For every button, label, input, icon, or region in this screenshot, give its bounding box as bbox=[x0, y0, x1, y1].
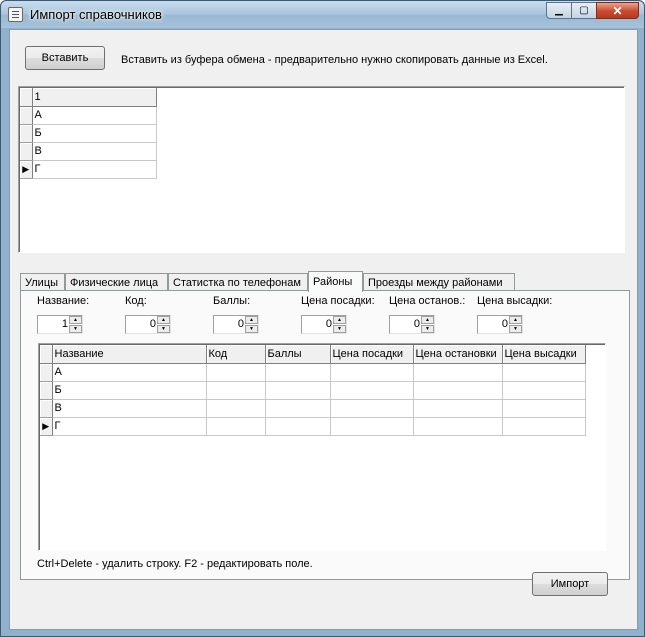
spin-up-icon[interactable]: ▲ bbox=[333, 316, 346, 324]
name-label: Название: bbox=[37, 295, 90, 307]
clipboard-table bbox=[20, 88, 157, 179]
table-row[interactable] bbox=[20, 160, 156, 178]
caption-buttons bbox=[547, 2, 639, 19]
spin-up-icon[interactable]: ▲ bbox=[157, 316, 170, 324]
table-cell[interactable] bbox=[330, 399, 413, 417]
column-header-dropoff-price[interactable]: Цена высадки bbox=[502, 345, 585, 363]
close-button[interactable]: ✕ bbox=[596, 2, 639, 19]
spin-up-icon[interactable]: ▲ bbox=[69, 316, 82, 324]
spin-down-icon[interactable]: ▼ bbox=[421, 325, 434, 333]
spinner-value: 0 bbox=[149, 318, 156, 330]
spin-down-icon[interactable]: ▼ bbox=[509, 325, 522, 333]
table-cell[interactable] bbox=[206, 417, 265, 435]
table-cell[interactable] bbox=[413, 417, 502, 435]
table-cell[interactable] bbox=[502, 363, 585, 381]
tab-phone-stats[interactable]: Статистка по телефонам bbox=[168, 273, 308, 291]
minimize-button[interactable]: ▁ bbox=[546, 2, 572, 19]
table-cell[interactable]: В bbox=[52, 399, 206, 417]
table-cell[interactable] bbox=[413, 381, 502, 399]
clipboard-cell[interactable]: Б bbox=[32, 124, 156, 142]
import-button[interactable]: Импорт bbox=[532, 572, 608, 596]
paste-button[interactable]: Вставить bbox=[25, 46, 105, 70]
boarding-price-column-spinner[interactable] bbox=[301, 315, 347, 334]
clipboard-header-row bbox=[20, 88, 156, 106]
corner-cell bbox=[20, 88, 32, 106]
column-header-points[interactable]: Баллы bbox=[265, 345, 330, 363]
districts-header-row bbox=[40, 345, 585, 363]
table-cell[interactable] bbox=[265, 381, 330, 399]
stop-price-column-spinner[interactable] bbox=[389, 315, 435, 334]
spin-down-icon[interactable]: ▼ bbox=[69, 325, 82, 333]
corner-cell bbox=[40, 345, 52, 363]
table-row[interactable] bbox=[40, 381, 585, 399]
table-cell[interactable] bbox=[206, 363, 265, 381]
table-row[interactable] bbox=[20, 124, 156, 142]
spin-up-icon[interactable]: ▲ bbox=[509, 316, 522, 324]
tab-streets[interactable]: Улицы bbox=[20, 273, 65, 291]
row-indicator[interactable] bbox=[20, 106, 32, 124]
tab-districts[interactable]: Районы bbox=[308, 271, 363, 292]
row-indicator[interactable] bbox=[20, 124, 32, 142]
column-header-boarding-price[interactable]: Цена посадки bbox=[330, 345, 413, 363]
paste-hint: Вставить из буфера обмена - предварительно нужно скопировать данные из Excel. bbox=[121, 54, 548, 66]
table-row[interactable] bbox=[40, 363, 585, 381]
points-column-spinner[interactable] bbox=[213, 315, 259, 334]
table-cell[interactable] bbox=[502, 417, 585, 435]
table-cell[interactable] bbox=[502, 399, 585, 417]
table-cell[interactable] bbox=[413, 363, 502, 381]
spinner-value: 1 bbox=[61, 318, 68, 330]
table-cell[interactable] bbox=[330, 381, 413, 399]
title-bar[interactable] bbox=[1, 1, 644, 28]
stop-price-label: Цена останов.: bbox=[389, 295, 466, 307]
table-cell[interactable] bbox=[330, 363, 413, 381]
table-cell[interactable] bbox=[265, 363, 330, 381]
spinner-arrows bbox=[421, 316, 434, 333]
code-label: Код: bbox=[125, 295, 147, 307]
name-column-spinner[interactable] bbox=[37, 315, 83, 334]
boarding-price-label: Цена посадки: bbox=[301, 295, 375, 307]
tab-persons[interactable]: Физические лица bbox=[65, 273, 168, 291]
clipboard-cell[interactable]: Г bbox=[32, 160, 156, 178]
current-row-indicator[interactable]: ▶ bbox=[20, 160, 32, 178]
keyboard-hint: Ctrl+Delete - удалить строку. F2 - редактировать поле. bbox=[37, 558, 313, 570]
row-indicator[interactable] bbox=[40, 363, 52, 381]
spinner-value: 0 bbox=[237, 318, 244, 330]
row-indicator[interactable] bbox=[20, 142, 32, 160]
row-indicator[interactable] bbox=[40, 381, 52, 399]
column-header-code[interactable]: Код bbox=[206, 345, 265, 363]
table-cell[interactable]: Г bbox=[52, 417, 206, 435]
code-column-spinner[interactable] bbox=[125, 315, 171, 334]
current-row-indicator[interactable]: ▶ bbox=[40, 417, 52, 435]
spinner-value: 0 bbox=[325, 318, 332, 330]
dropoff-price-column-spinner[interactable] bbox=[477, 315, 523, 334]
spin-down-icon[interactable]: ▼ bbox=[245, 325, 258, 333]
table-row[interactable] bbox=[20, 106, 156, 124]
maximize-button[interactable]: ▢ bbox=[571, 2, 597, 19]
table-cell[interactable] bbox=[206, 399, 265, 417]
spin-down-icon[interactable]: ▼ bbox=[333, 325, 346, 333]
table-cell[interactable]: А bbox=[52, 363, 206, 381]
table-cell[interactable] bbox=[265, 399, 330, 417]
table-row[interactable] bbox=[20, 142, 156, 160]
app-icon bbox=[8, 7, 23, 22]
client-area bbox=[9, 29, 638, 630]
table-cell[interactable]: Б bbox=[52, 381, 206, 399]
spinner-value: 0 bbox=[413, 318, 420, 330]
table-cell[interactable] bbox=[502, 381, 585, 399]
column-header-name[interactable]: Название bbox=[52, 345, 206, 363]
spin-up-icon[interactable]: ▲ bbox=[245, 316, 258, 324]
clipboard-grid[interactable] bbox=[18, 86, 625, 253]
spinner-arrows bbox=[333, 316, 346, 333]
dropoff-price-label: Цена высадки: bbox=[477, 295, 553, 307]
column-header-stop-price[interactable]: Цена остановки bbox=[413, 345, 502, 363]
spinner-arrows bbox=[245, 316, 258, 333]
tab-district-routes[interactable]: Проезды между районами bbox=[363, 273, 515, 291]
spin-up-icon[interactable]: ▲ bbox=[421, 316, 434, 324]
points-label: Баллы: bbox=[213, 295, 251, 307]
clipboard-cell[interactable]: А bbox=[32, 106, 156, 124]
spinner-arrows bbox=[157, 316, 170, 333]
table-cell[interactable] bbox=[413, 399, 502, 417]
table-row[interactable] bbox=[40, 399, 585, 417]
spin-down-icon[interactable]: ▼ bbox=[157, 325, 170, 333]
spinner-arrows bbox=[69, 316, 82, 333]
districts-grid[interactable] bbox=[38, 343, 606, 551]
table-cell[interactable] bbox=[206, 381, 265, 399]
districts-panel bbox=[20, 290, 630, 580]
clipboard-cell[interactable]: В bbox=[32, 142, 156, 160]
clipboard-column-header[interactable]: 1 bbox=[32, 88, 156, 106]
spinner-arrows bbox=[509, 316, 522, 333]
districts-table bbox=[40, 345, 586, 436]
table-row[interactable] bbox=[40, 417, 585, 435]
table-cell[interactable] bbox=[265, 417, 330, 435]
window-title: Импорт справочников bbox=[30, 7, 162, 22]
spinner-value: 0 bbox=[501, 318, 508, 330]
row-indicator[interactable] bbox=[40, 399, 52, 417]
table-cell[interactable] bbox=[330, 417, 413, 435]
